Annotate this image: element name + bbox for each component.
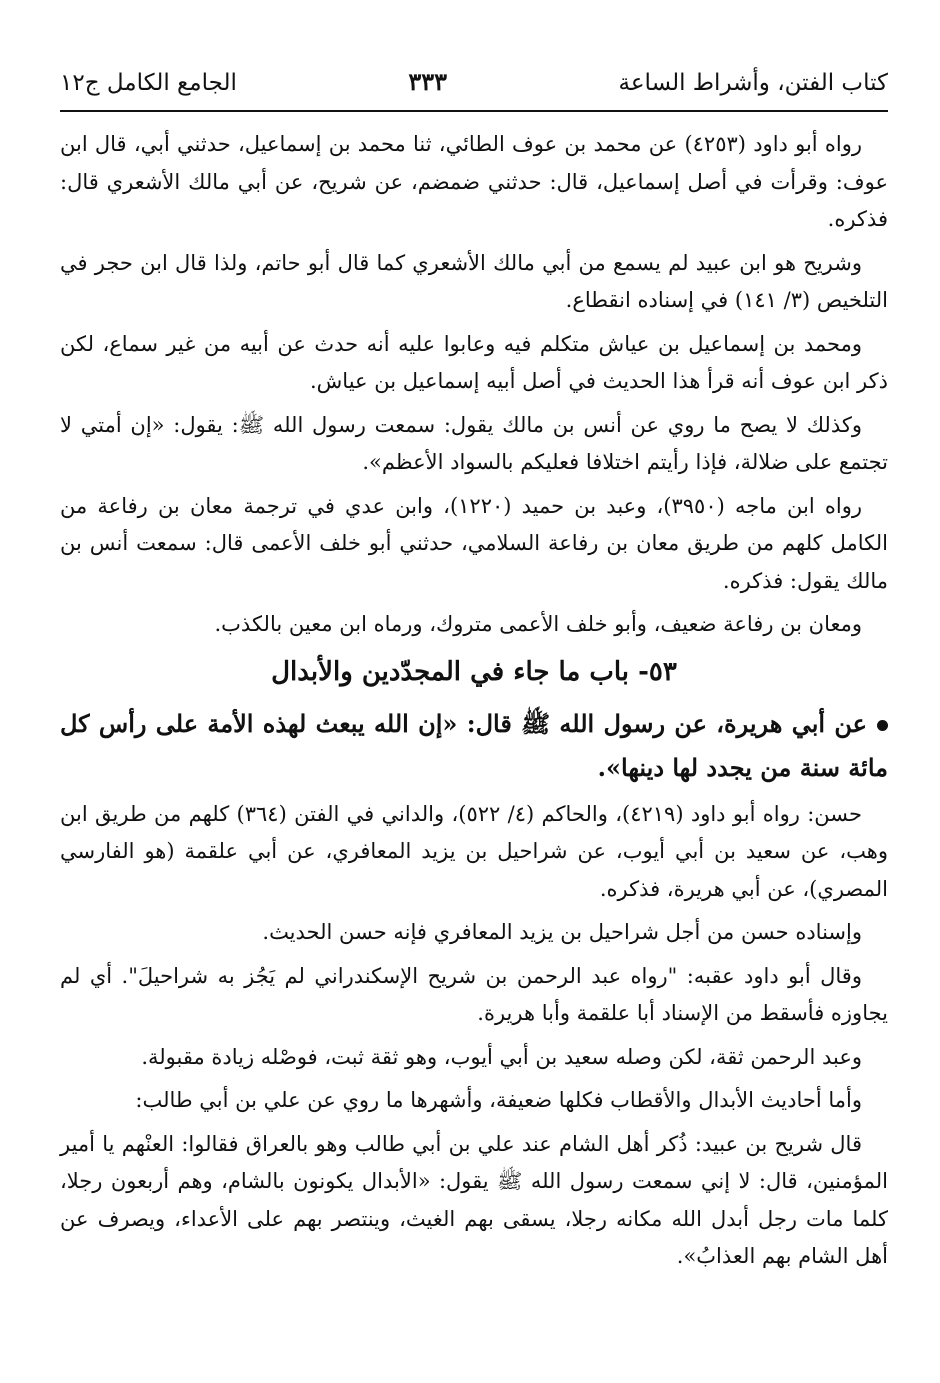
page-number: ٣٣٣ bbox=[408, 67, 448, 96]
paragraph: وإسناده حسن من أجل شراحيل بن يزيد المعافري فإنه حسن الحديث. bbox=[262, 920, 862, 944]
paragraph: رواه أبو داود (٤٢٥٣) عن محمد بن عوف الطائي، ثنا محمد بن إسماعيل، حدثني أبي، قال ابن عوف: وقرأت في أصل إسماعيل، قال: حدثني ضمضم، عن شريح، عن أبي مالك الأشعري قال: فذكره. bbox=[60, 132, 888, 231]
chapter-title: ٥٣- باب ما جاء في المجدّدين والأبدال bbox=[271, 656, 677, 687]
paragraph: وشريح هو ابن عبيد لم يسمع من أبي مالك الأشعري كما قال أبو حاتم، ولذا قال ابن حجر في التلخيص (٣/ ١٤١) في إسناده انقطاع. bbox=[60, 250, 888, 312]
paragraph: وعبد الرحمن ثقة، لكن وصله سعيد بن أبي أيوب، وهو ثقة ثبت، فوصْله زيادة مقبولة. bbox=[141, 1044, 862, 1069]
paragraph: حسن: رواه أبو داود (٤٢١٩)، والحاكم (٤/ ٥٢٢)، والداني في الفتن (٣٦٤) كلهم من طريق ابن وهب، عن سعيد بن أبي أيوب، عن شراحيل بن يزيد المعافري، عن أبي علقمة (هو الفارسي المصري)، عن أبي هريرة، فذكره. bbox=[60, 801, 888, 901]
header-rule bbox=[60, 110, 888, 112]
hadith-body: عن أبي هريرة، عن رسول الله ﷺ قال: «إن الله يبعث لهذه الأمة على رأس كل مائة سنة من يجدد لها دينها». bbox=[60, 708, 888, 782]
paragraph: ومحمد بن إسماعيل بن عياش متكلم فيه وعابوا عليه أنه حدث عن أبيه من غير سماع، لكن ذكر ابن عوف أنه قرأ هذا الحديث في أصل أبيه إسماعيل بن عياش. bbox=[60, 331, 888, 393]
paragraph: قال شريح بن عبيد: ذُكر أهل الشام عند علي بن أبي طالب وهو بالعراق فقالوا: العنْهم يا أمير المؤمنين، قال: لا إني سمعت رسول الله ﷺ يقول: «الأبدال يكونون بالشام، وهم أربعون رجلا، كلما مات رجل أبدل الله مكانه رجلا، يسقى بهم الغيث، وينتصر بهم على الأعداء، ويصرف عن أهل الشام بهم العذابُ». bbox=[60, 1131, 888, 1268]
header-book-section: كتاب الفتن، وأشراط الساعة bbox=[618, 70, 888, 96]
paragraph: وقال أبو داود عقبه: "رواه عبد الرحمن بن شريح الإسكندراني لم يَجُز به شراحيلَ". أي لم يجاوزه فأسقط من الإسناد أبا علقمة وأبا هريرة. bbox=[60, 963, 888, 1025]
paragraph: وكذلك لا يصح ما روي عن أنس بن مالك يقول: سمعت رسول الله ﷺ: يقول: «إن أمتي لا تجتمع على ضلالة، فإذا رأيتم اختلافا فعليكم بالسواد الأعظم». bbox=[60, 412, 888, 474]
paragraph: رواه ابن ماجه (٣٩٥٠)، وعبد بن حميد (١٢٢٠)، وابن عدي في ترجمة معان بن رفاعة من الكامل كلهم من طريق معان بن رفاعة السلامي، حدثني أبو خلف الأعمى قال: سمعت أنس بن مالك يقول: فذكره. bbox=[60, 493, 888, 593]
running-header bbox=[60, 62, 888, 108]
hadith-text bbox=[60, 702, 888, 790]
paragraph: ومعان بن رفاعة ضعيف، وأبو خلف الأعمى متروك، ورماه ابن معين بالكذب. bbox=[214, 612, 862, 636]
bullet-icon bbox=[877, 720, 888, 731]
header-book-title: الجامع الكامل ج١٢ bbox=[60, 70, 237, 96]
paragraph: وأما أحاديث الأبدال والأقطاب فكلها ضعيفة، وأشهرها ما روي عن علي بن أبي طالب: bbox=[135, 1088, 862, 1112]
